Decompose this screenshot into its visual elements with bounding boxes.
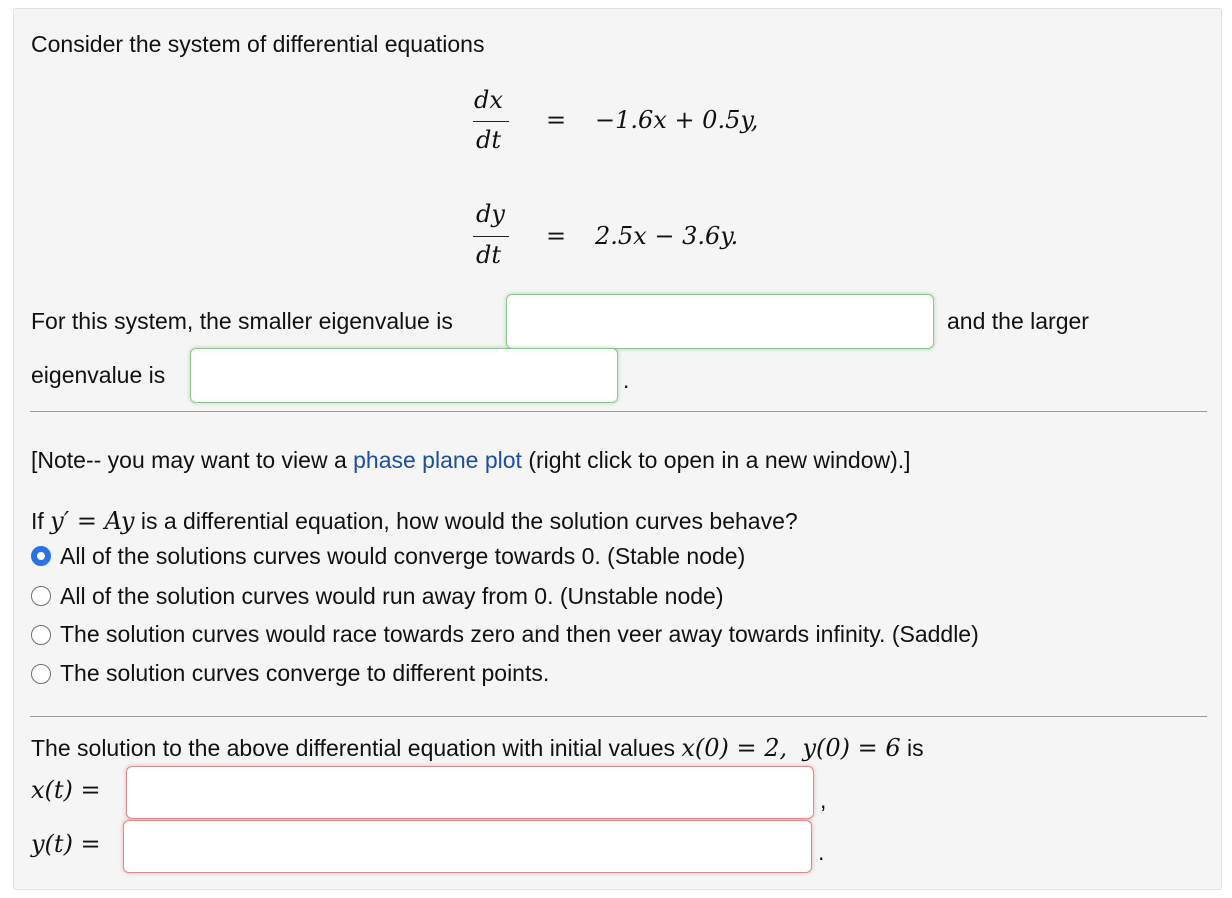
smaller-eigenvalue-input[interactable]	[506, 294, 934, 349]
option-different-points-label[interactable]: The solution curves converge to different points.	[60, 660, 550, 686]
eigen-prefix: For this system, the smaller eigenvalue is	[31, 308, 453, 334]
question-eq-rhs: Ay	[104, 507, 135, 535]
eq2-denominator: dt	[476, 241, 502, 269]
x-of-t-end: ,	[820, 787, 827, 813]
solution-initial-values: x(0) = 2, y(0) = 6	[681, 734, 901, 762]
option-stable-node-radio[interactable]	[31, 546, 51, 566]
solution-text	[31, 734, 924, 762]
question-eq-op: =	[69, 507, 105, 535]
eq1-equals: =	[546, 106, 567, 134]
option-stable-node-label[interactable]: All of the solutions curves would converge towards 0. (Stable node)	[60, 543, 746, 569]
y-of-t-input[interactable]	[123, 820, 812, 873]
eq2-numerator: dy	[476, 200, 505, 228]
question-text	[31, 507, 798, 535]
x-of-t-input[interactable]	[126, 766, 814, 819]
option-saddle-label[interactable]: The solution curves would race towards zero and then veer away towards infinity. (Saddle)	[60, 621, 979, 647]
eq1-numerator: dx	[474, 86, 503, 114]
question-eq-lhs: y′	[50, 507, 70, 535]
eq1-denominator: dt	[476, 126, 502, 154]
note-before: [Note-- you may want to view a	[31, 447, 354, 473]
intro-text: Consider the system of differential equations	[31, 31, 485, 57]
larger-eigenvalue-input[interactable]	[190, 348, 618, 403]
option-different-points-radio[interactable]	[31, 664, 51, 684]
eq1-rhs: −1.6x + 0.5y,	[595, 106, 759, 134]
x-of-t-label: x(t) =	[31, 776, 101, 804]
eq2-fraction-bar	[473, 236, 509, 237]
y-of-t-label: y(t) =	[31, 830, 101, 858]
solution-suffix: is	[900, 735, 924, 761]
option-unstable-node-radio[interactable]	[31, 586, 51, 606]
eigen-period: .	[623, 367, 630, 393]
divider-1	[30, 411, 1207, 412]
eq2-equals: =	[546, 222, 567, 250]
note-after: (right click to open in a new window).]	[521, 447, 911, 473]
divider-2	[30, 716, 1207, 717]
eq1-fraction-bar	[473, 121, 509, 122]
solution-prefix: The solution to the above differential equation with initial values	[31, 735, 682, 761]
option-unstable-node-label[interactable]: All of the solution curves would run away from 0. (Unstable node)	[60, 583, 724, 609]
eq2-rhs: 2.5x − 3.6y.	[595, 222, 739, 250]
note-text	[31, 446, 911, 474]
question-suffix: is a differential equation, how would the solution curves behave?	[134, 508, 798, 534]
option-saddle-radio[interactable]	[31, 625, 51, 645]
y-of-t-end: .	[818, 839, 825, 865]
question-prefix: If	[31, 508, 51, 534]
phase-plane-plot-link[interactable]: phase plane plot	[353, 447, 522, 473]
eigen-middle: and the larger	[947, 308, 1089, 334]
eigen-line2-prefix: eigenvalue is	[31, 362, 166, 388]
